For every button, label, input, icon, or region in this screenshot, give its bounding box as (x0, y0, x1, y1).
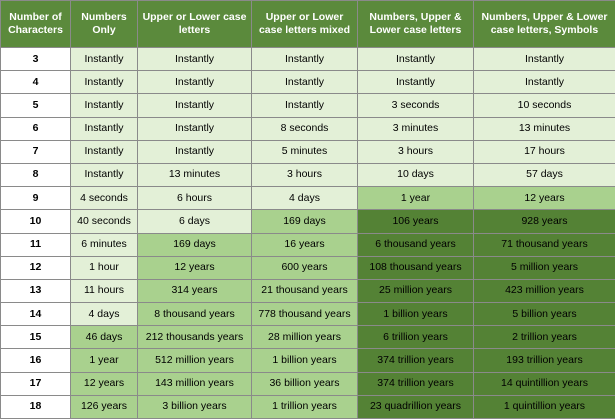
table-row (1, 233, 615, 256)
header-numbers-upper-lower: Numbers, Upper & Lower case letters (358, 1, 474, 48)
character-count-cell: 18 (1, 395, 71, 418)
crack-time-cell: 3 seconds (358, 94, 474, 117)
crack-time-cell: 1 billion years (252, 349, 358, 372)
crack-time-cell: 928 years (474, 210, 615, 233)
crack-time-cell: Instantly (474, 48, 615, 71)
table-body (1, 48, 615, 419)
table-row (1, 349, 615, 372)
crack-time-cell: 2 trillion years (474, 326, 615, 349)
crack-time-cell: 6 days (138, 210, 252, 233)
header-number-of-characters: Number of Characters (1, 1, 71, 48)
crack-time-cell: 512 million years (138, 349, 252, 372)
character-count-cell: 9 (1, 187, 71, 210)
crack-time-cell: Instantly (358, 48, 474, 71)
crack-time-cell: Instantly (138, 48, 252, 71)
crack-time-cell: 16 years (252, 233, 358, 256)
crack-time-cell: 423 million years (474, 279, 615, 302)
crack-time-cell: 3 hours (252, 163, 358, 186)
character-count-cell: 5 (1, 94, 71, 117)
crack-time-cell: 4 days (71, 303, 138, 326)
table-row (1, 71, 615, 94)
character-count-cell: 3 (1, 48, 71, 71)
crack-time-cell: 374 trillion years (358, 349, 474, 372)
crack-time-cell: 4 seconds (71, 187, 138, 210)
character-count-cell: 13 (1, 279, 71, 302)
character-count-cell: 12 (1, 256, 71, 279)
crack-time-cell: 778 thousand years (252, 303, 358, 326)
crack-time-cell: 193 trillion years (474, 349, 615, 372)
crack-time-cell: 3 minutes (358, 117, 474, 140)
header-numbers-only: Numbers Only (71, 1, 138, 48)
crack-time-cell: Instantly (252, 48, 358, 71)
crack-time-cell: 46 days (71, 326, 138, 349)
crack-time-cell: 11 hours (71, 279, 138, 302)
crack-time-cell: Instantly (474, 71, 615, 94)
header-upper-or-lower-case: Upper or Lower case letters (138, 1, 252, 48)
crack-time-cell: 71 thousand years (474, 233, 615, 256)
crack-time-cell: Instantly (358, 71, 474, 94)
crack-time-cell: 6 trillion years (358, 326, 474, 349)
crack-time-cell: 12 years (138, 256, 252, 279)
character-count-cell: 16 (1, 349, 71, 372)
crack-time-cell: 143 million years (138, 372, 252, 395)
crack-time-cell: Instantly (252, 71, 358, 94)
crack-time-cell: 1 trillion years (252, 395, 358, 418)
crack-time-cell: 6 thousand years (358, 233, 474, 256)
crack-time-cell: 1 billion years (358, 303, 474, 326)
crack-time-cell: Instantly (138, 71, 252, 94)
table-row (1, 303, 615, 326)
crack-time-cell: 25 million years (358, 279, 474, 302)
crack-time-cell: 12 years (71, 372, 138, 395)
table-row (1, 326, 615, 349)
crack-time-cell: Instantly (71, 117, 138, 140)
crack-time-cell: 3 hours (358, 140, 474, 163)
crack-time-cell: 106 years (358, 210, 474, 233)
crack-time-cell: 17 hours (474, 140, 615, 163)
crack-time-cell: Instantly (252, 94, 358, 117)
crack-time-cell: 1 hour (71, 256, 138, 279)
crack-time-cell: 23 quadrillion years (358, 395, 474, 418)
header-row (1, 1, 615, 48)
crack-time-cell: Instantly (71, 71, 138, 94)
character-count-cell: 7 (1, 140, 71, 163)
crack-time-cell: 36 billion years (252, 372, 358, 395)
crack-time-cell: 21 thousand years (252, 279, 358, 302)
crack-time-cell: 374 trillion years (358, 372, 474, 395)
table-row (1, 94, 615, 117)
crack-time-cell: 212 thousands years (138, 326, 252, 349)
table-row (1, 163, 615, 186)
crack-time-cell: Instantly (71, 163, 138, 186)
crack-time-cell: 4 days (252, 187, 358, 210)
crack-time-cell: 600 years (252, 256, 358, 279)
table-row (1, 395, 615, 418)
character-count-cell: 17 (1, 372, 71, 395)
crack-time-cell: 6 minutes (71, 233, 138, 256)
character-count-cell: 10 (1, 210, 71, 233)
crack-time-cell: 12 years (474, 187, 615, 210)
crack-time-cell: 169 days (138, 233, 252, 256)
table-row (1, 48, 615, 71)
crack-time-cell: 10 seconds (474, 94, 615, 117)
crack-time-cell: 5 minutes (252, 140, 358, 163)
crack-time-cell: 1 year (358, 187, 474, 210)
table-row (1, 187, 615, 210)
crack-time-cell: 108 thousand years (358, 256, 474, 279)
crack-time-cell: Instantly (71, 140, 138, 163)
crack-time-cell: Instantly (71, 94, 138, 117)
table-row (1, 117, 615, 140)
crack-time-cell: 13 minutes (138, 163, 252, 186)
crack-time-cell: Instantly (138, 94, 252, 117)
crack-time-cell: 126 years (71, 395, 138, 418)
crack-time-cell: Instantly (71, 48, 138, 71)
character-count-cell: 6 (1, 117, 71, 140)
crack-time-cell: 1 year (71, 349, 138, 372)
crack-time-cell: 314 years (138, 279, 252, 302)
crack-time-cell: 5 billion years (474, 303, 615, 326)
crack-time-cell: Instantly (138, 140, 252, 163)
crack-time-cell: 3 billion years (138, 395, 252, 418)
character-count-cell: 11 (1, 233, 71, 256)
character-count-cell: 15 (1, 326, 71, 349)
character-count-cell: 14 (1, 303, 71, 326)
header-numbers-upper-lower-symbols: Numbers, Upper & Lower case letters, Symbols (474, 1, 615, 48)
crack-time-cell: 40 seconds (71, 210, 138, 233)
crack-time-cell: 13 minutes (474, 117, 615, 140)
crack-time-cell: 8 seconds (252, 117, 358, 140)
table-row (1, 140, 615, 163)
crack-time-cell: 28 million years (252, 326, 358, 349)
crack-time-cell: 14 quintillion years (474, 372, 615, 395)
table-row (1, 256, 615, 279)
crack-time-cell: Instantly (138, 117, 252, 140)
table-row (1, 210, 615, 233)
crack-time-cell: 8 thousand years (138, 303, 252, 326)
crack-time-cell: 57 days (474, 163, 615, 186)
crack-time-cell: 10 days (358, 163, 474, 186)
crack-time-cell: 1 quintillion years (474, 395, 615, 418)
header-upper-lower-mixed: Upper or Lower case letters mixed (252, 1, 358, 48)
character-count-cell: 8 (1, 163, 71, 186)
character-count-cell: 4 (1, 71, 71, 94)
crack-time-cell: 5 million years (474, 256, 615, 279)
table-row (1, 279, 615, 302)
crack-time-cell: 169 days (252, 210, 358, 233)
crack-time-cell: 6 hours (138, 187, 252, 210)
table-row (1, 372, 615, 395)
